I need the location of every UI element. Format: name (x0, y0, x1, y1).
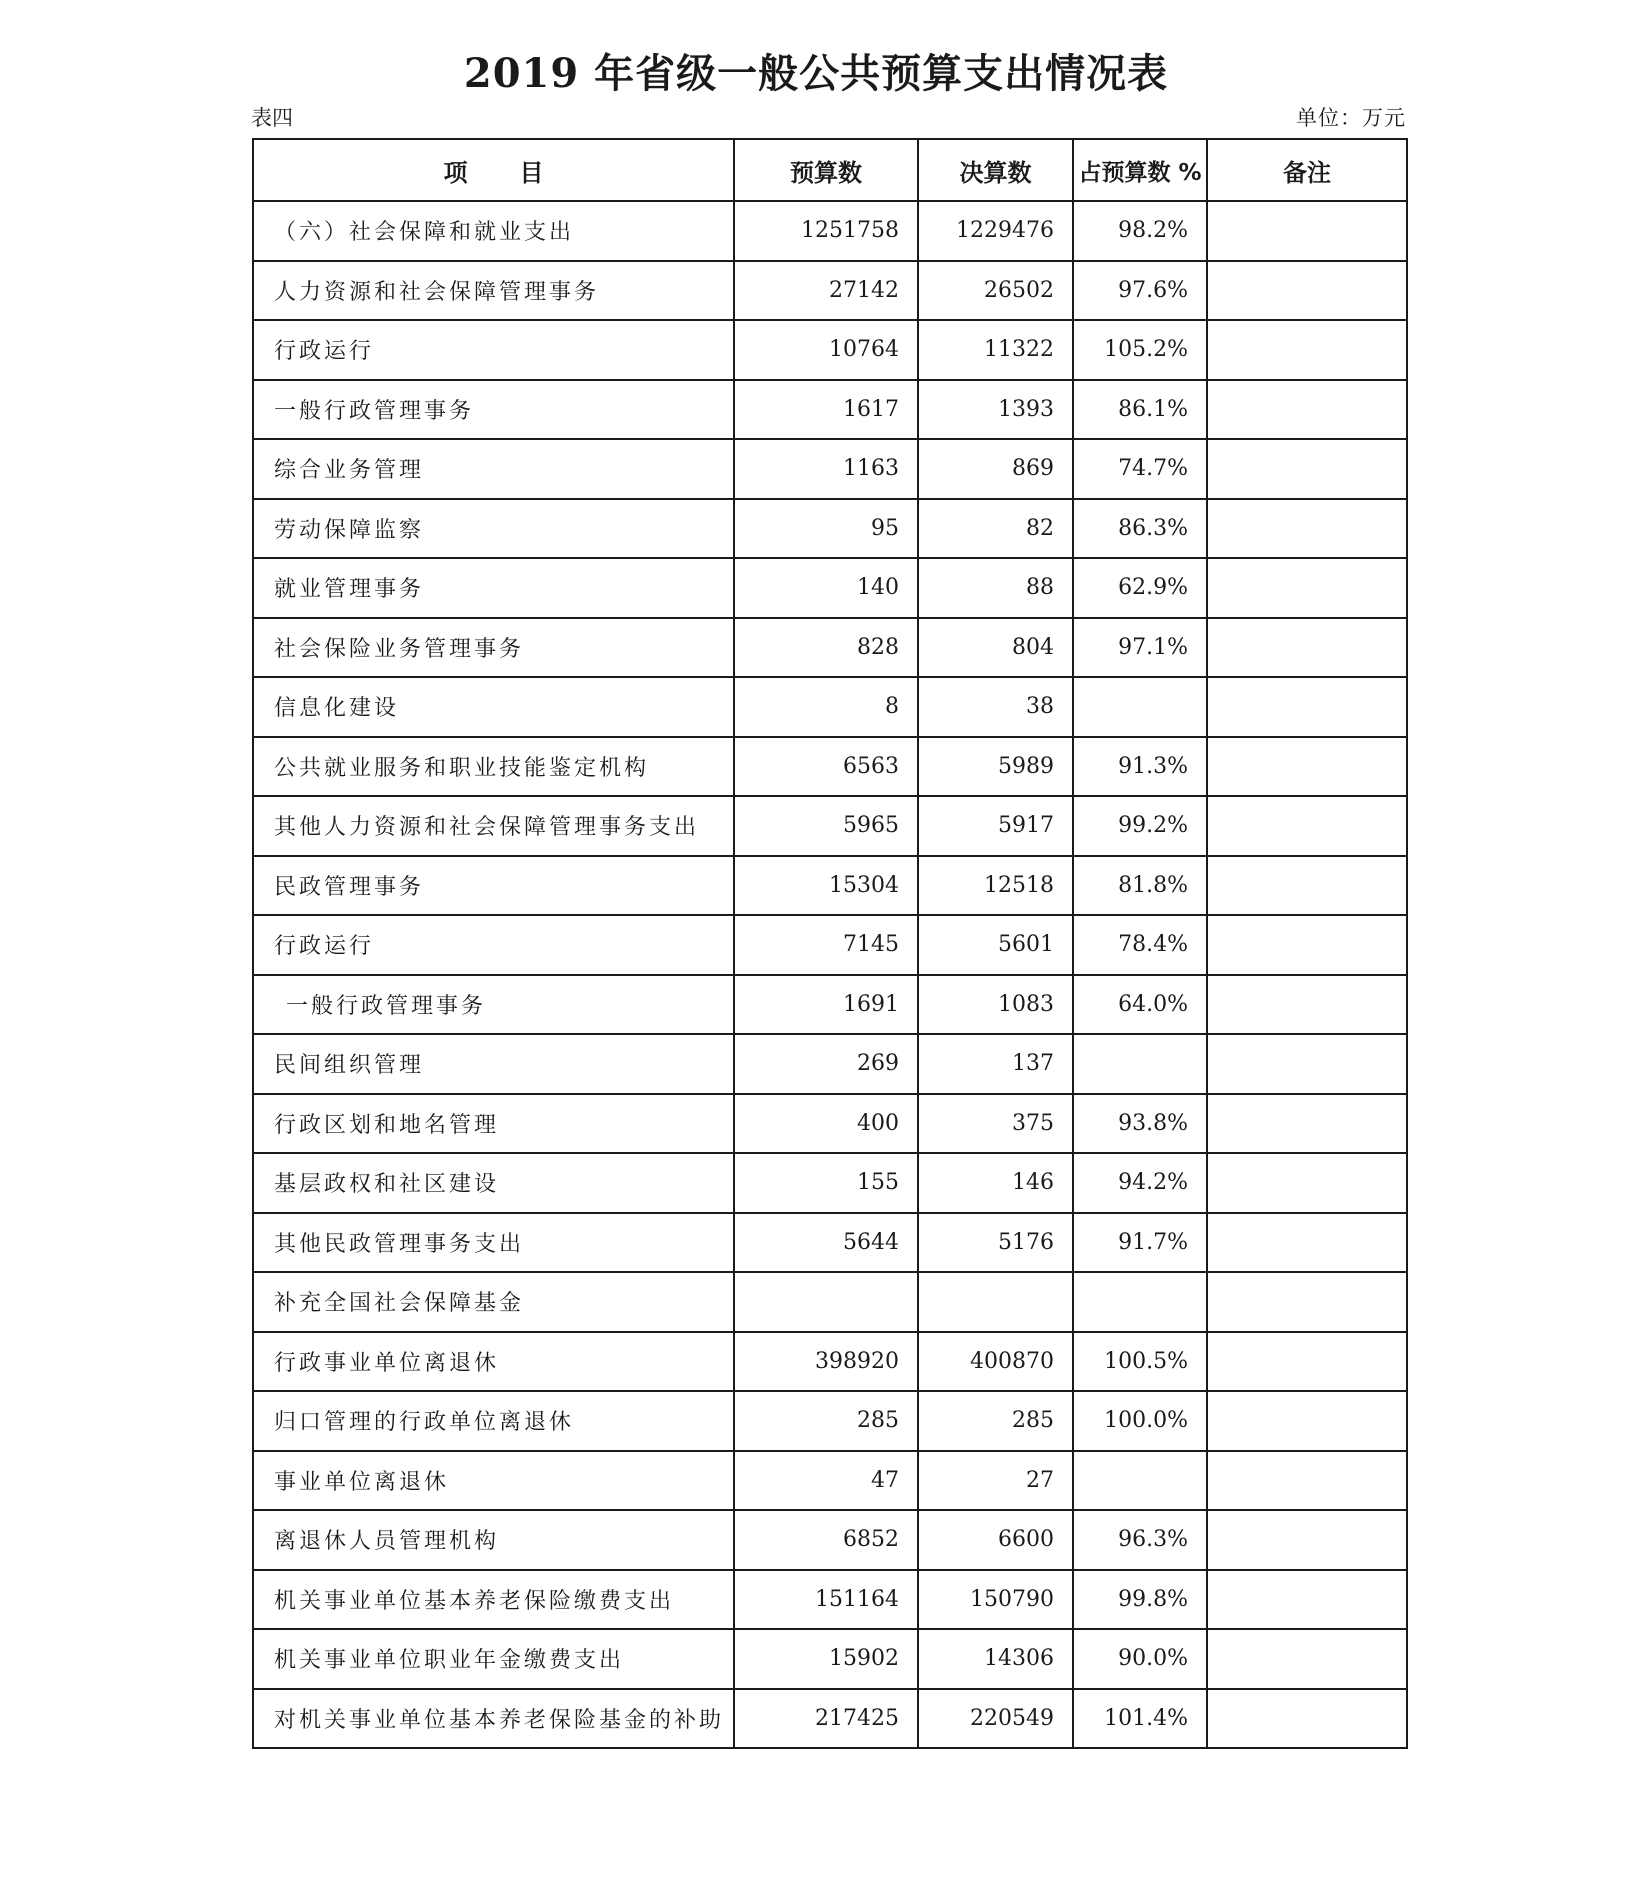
budget-cell: 27142 (734, 261, 918, 321)
table-row (253, 1034, 1407, 1094)
note-cell (1207, 1094, 1407, 1154)
budget-cell: 95 (734, 499, 918, 559)
table-row (253, 618, 1407, 678)
note-cell (1207, 1451, 1407, 1511)
final-cell: 150790 (918, 1570, 1073, 1630)
note-cell (1207, 1570, 1407, 1630)
table-row (253, 320, 1407, 380)
final-cell: 14306 (918, 1629, 1073, 1689)
item-cell: 事业单位离退休 (253, 1451, 734, 1511)
final-cell: 5989 (918, 737, 1073, 797)
header-final: 决算数 (918, 139, 1073, 201)
ratio-cell: 86.1% (1073, 380, 1207, 440)
budget-cell (734, 1272, 918, 1332)
budget-cell: 10764 (734, 320, 918, 380)
ratio-cell: 94.2% (1073, 1153, 1207, 1213)
unit-label: 单位：万元 (1296, 106, 1406, 130)
item-cell: 就业管理事务 (253, 558, 734, 618)
ratio-cell: 99.8% (1073, 1570, 1207, 1630)
table-row (253, 1570, 1407, 1630)
header-note: 备注 (1207, 139, 1407, 201)
final-cell (918, 1272, 1073, 1332)
final-cell: 5601 (918, 915, 1073, 975)
ratio-cell: 99.2% (1073, 796, 1207, 856)
ratio-cell (1073, 1272, 1207, 1332)
budget-cell: 6563 (734, 737, 918, 797)
item-cell: 劳动保障监察 (253, 499, 734, 559)
ratio-cell: 105.2% (1073, 320, 1207, 380)
table-row (253, 1510, 1407, 1570)
note-cell (1207, 915, 1407, 975)
ratio-cell: 62.9% (1073, 558, 1207, 618)
budget-cell: 15304 (734, 856, 918, 916)
budget-cell: 5644 (734, 1213, 918, 1273)
budget-cell: 1617 (734, 380, 918, 440)
table-row (253, 1689, 1407, 1749)
ratio-cell: 78.4% (1073, 915, 1207, 975)
note-cell (1207, 1629, 1407, 1689)
item-cell: 人力资源和社会保障管理事务 (253, 261, 734, 321)
note-cell (1207, 1332, 1407, 1392)
note-cell (1207, 499, 1407, 559)
item-cell: 综合业务管理 (253, 439, 734, 499)
note-cell (1207, 201, 1407, 261)
table-label: 表四 (251, 106, 293, 130)
final-cell: 375 (918, 1094, 1073, 1154)
item-cell: 补充全国社会保障基金 (253, 1272, 734, 1332)
item-cell: 机关事业单位职业年金缴费支出 (253, 1629, 734, 1689)
ratio-cell: 64.0% (1073, 975, 1207, 1035)
note-cell (1207, 856, 1407, 916)
ratio-cell: 97.6% (1073, 261, 1207, 321)
item-cell: 民政管理事务 (253, 856, 734, 916)
note-cell (1207, 320, 1407, 380)
item-cell: 公共就业服务和职业技能鉴定机构 (253, 737, 734, 797)
budget-cell: 400 (734, 1094, 918, 1154)
table-row (253, 856, 1407, 916)
final-cell: 38 (918, 677, 1073, 737)
table-row (253, 261, 1407, 321)
item-cell: 一般行政管理事务 (253, 380, 734, 440)
ratio-cell: 101.4% (1073, 1689, 1207, 1749)
note-cell (1207, 975, 1407, 1035)
final-cell: 12518 (918, 856, 1073, 916)
ratio-cell: 91.3% (1073, 737, 1207, 797)
budget-cell: 285 (734, 1391, 918, 1451)
final-cell: 869 (918, 439, 1073, 499)
note-cell (1207, 796, 1407, 856)
final-cell: 804 (918, 618, 1073, 678)
table-row (253, 439, 1407, 499)
table-row (253, 677, 1407, 737)
ratio-cell: 98.2% (1073, 201, 1207, 261)
note-cell (1207, 1034, 1407, 1094)
ratio-cell: 96.3% (1073, 1510, 1207, 1570)
table-row (253, 796, 1407, 856)
header-ratio: 占预算数 % (1073, 139, 1207, 201)
item-cell: 社会保险业务管理事务 (253, 618, 734, 678)
ratio-cell: 81.8% (1073, 856, 1207, 916)
budget-table (252, 138, 1408, 1749)
item-cell: （六）社会保障和就业支出 (253, 201, 734, 261)
table-row (253, 1153, 1407, 1213)
budget-cell: 155 (734, 1153, 918, 1213)
item-cell: 一般行政管理事务 (253, 975, 734, 1035)
final-cell: 11322 (918, 320, 1073, 380)
table-row (253, 558, 1407, 618)
header-item: 项目 (253, 139, 734, 201)
final-cell: 1083 (918, 975, 1073, 1035)
final-cell: 146 (918, 1153, 1073, 1213)
note-cell (1207, 1213, 1407, 1273)
item-cell: 行政区划和地名管理 (253, 1094, 734, 1154)
ratio-cell: 90.0% (1073, 1629, 1207, 1689)
item-cell: 行政运行 (253, 915, 734, 975)
table-row (253, 1629, 1407, 1689)
item-cell: 行政事业单位离退休 (253, 1332, 734, 1392)
final-cell: 1229476 (918, 201, 1073, 261)
page-title: 2019 年省级一般公共预算支出情况表 (463, 50, 1169, 97)
final-cell: 5917 (918, 796, 1073, 856)
budget-cell: 1251758 (734, 201, 918, 261)
table-row (253, 1272, 1407, 1332)
table-row (253, 737, 1407, 797)
header-row (253, 139, 1407, 201)
ratio-cell: 100.0% (1073, 1391, 1207, 1451)
budget-cell: 5965 (734, 796, 918, 856)
note-cell (1207, 1510, 1407, 1570)
table-row (253, 1391, 1407, 1451)
final-cell: 26502 (918, 261, 1073, 321)
ratio-cell: 97.1% (1073, 618, 1207, 678)
ratio-cell (1073, 677, 1207, 737)
item-cell: 民间组织管理 (253, 1034, 734, 1094)
final-cell: 6600 (918, 1510, 1073, 1570)
item-cell: 其他人力资源和社会保障管理事务支出 (253, 796, 734, 856)
note-cell (1207, 618, 1407, 678)
budget-cell: 1163 (734, 439, 918, 499)
table-row (253, 201, 1407, 261)
final-cell: 400870 (918, 1332, 1073, 1392)
note-cell (1207, 439, 1407, 499)
budget-cell: 8 (734, 677, 918, 737)
final-cell: 285 (918, 1391, 1073, 1451)
table-row (253, 915, 1407, 975)
item-cell: 基层政权和社区建设 (253, 1153, 734, 1213)
budget-cell: 828 (734, 618, 918, 678)
ratio-cell: 93.8% (1073, 1094, 1207, 1154)
note-cell (1207, 1272, 1407, 1332)
header-budget: 预算数 (734, 139, 918, 201)
item-cell: 信息化建设 (253, 677, 734, 737)
item-cell: 归口管理的行政单位离退休 (253, 1391, 734, 1451)
budget-cell: 140 (734, 558, 918, 618)
final-cell: 137 (918, 1034, 1073, 1094)
budget-cell: 7145 (734, 915, 918, 975)
ratio-cell: 100.5% (1073, 1332, 1207, 1392)
table-row (253, 1213, 1407, 1273)
table-row (253, 1094, 1407, 1154)
note-cell (1207, 1391, 1407, 1451)
final-cell: 220549 (918, 1689, 1073, 1749)
note-cell (1207, 1153, 1407, 1213)
final-cell: 88 (918, 558, 1073, 618)
table-row (253, 1332, 1407, 1392)
table-row (253, 1451, 1407, 1511)
item-cell: 其他民政管理事务支出 (253, 1213, 734, 1273)
note-cell (1207, 558, 1407, 618)
budget-cell: 15902 (734, 1629, 918, 1689)
note-cell (1207, 1689, 1407, 1749)
note-cell (1207, 380, 1407, 440)
table-row (253, 499, 1407, 559)
item-cell: 行政运行 (253, 320, 734, 380)
final-cell: 82 (918, 499, 1073, 559)
item-cell: 对机关事业单位基本养老保险基金的补助 (253, 1689, 734, 1749)
item-cell: 机关事业单位基本养老保险缴费支出 (253, 1570, 734, 1630)
final-cell: 27 (918, 1451, 1073, 1511)
ratio-cell: 74.7% (1073, 439, 1207, 499)
final-cell: 1393 (918, 380, 1073, 440)
note-cell (1207, 677, 1407, 737)
ratio-cell (1073, 1451, 1207, 1511)
note-cell (1207, 261, 1407, 321)
budget-cell: 269 (734, 1034, 918, 1094)
item-cell: 离退休人员管理机构 (253, 1510, 734, 1570)
note-cell (1207, 737, 1407, 797)
ratio-cell: 86.3% (1073, 499, 1207, 559)
budget-cell: 398920 (734, 1332, 918, 1392)
budget-cell: 1691 (734, 975, 918, 1035)
table-row (253, 975, 1407, 1035)
budget-cell: 217425 (734, 1689, 918, 1749)
budget-cell: 47 (734, 1451, 918, 1511)
budget-cell: 151164 (734, 1570, 918, 1630)
table-row (253, 380, 1407, 440)
ratio-cell (1073, 1034, 1207, 1094)
ratio-cell: 91.7% (1073, 1213, 1207, 1273)
final-cell: 5176 (918, 1213, 1073, 1273)
budget-cell: 6852 (734, 1510, 918, 1570)
